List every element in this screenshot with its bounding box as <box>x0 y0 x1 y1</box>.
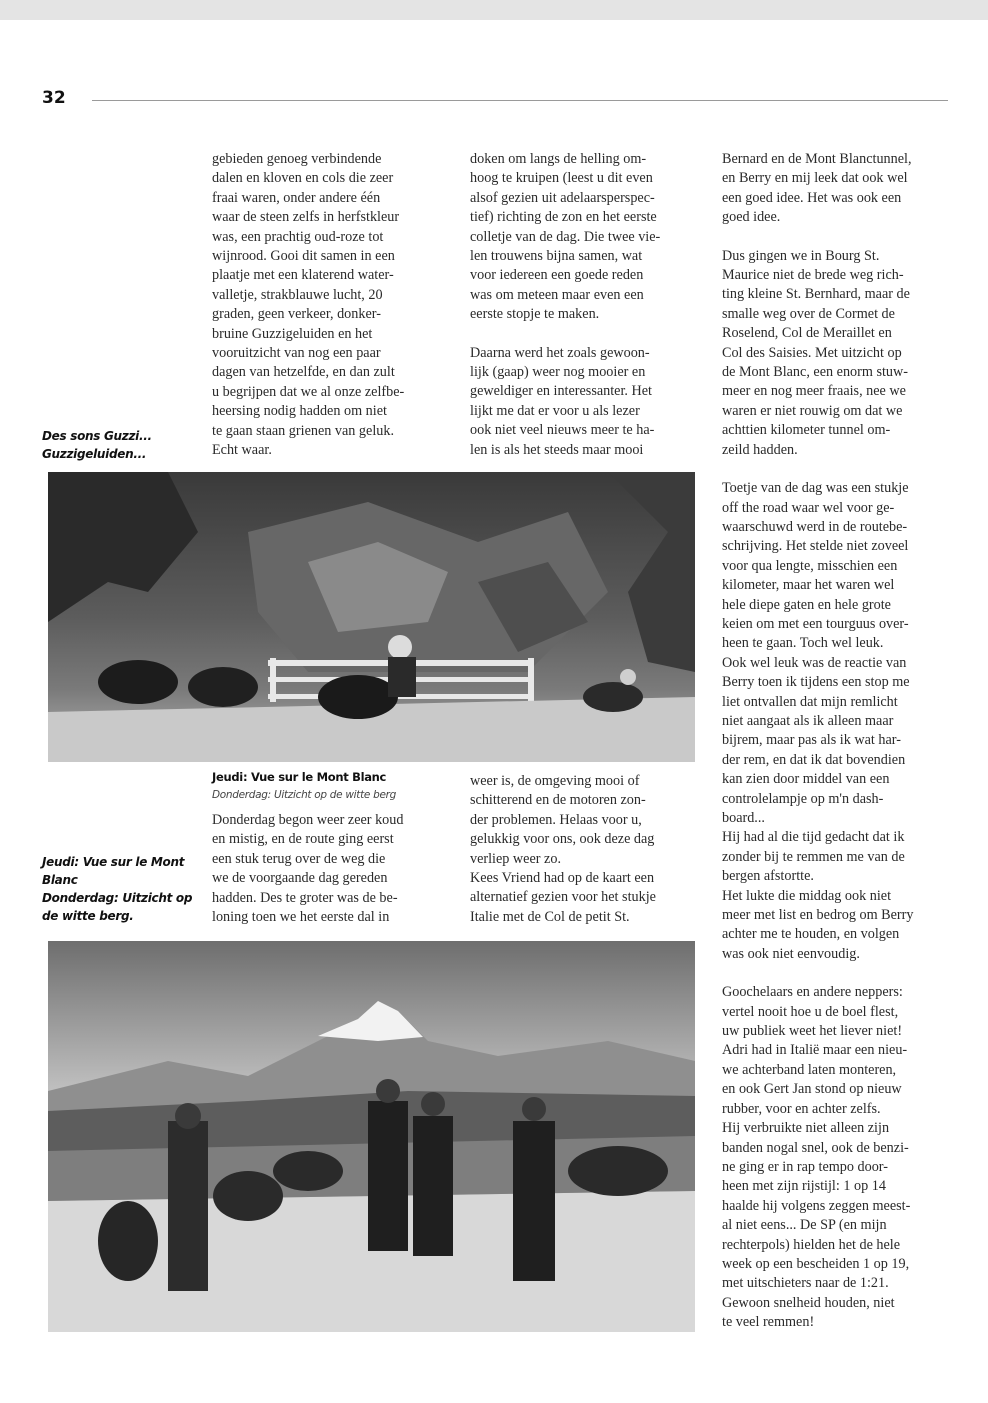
text-line: zonder bij te remmen me van de <box>722 848 905 865</box>
text-line: board... <box>722 810 765 826</box>
text-line: weer is, de omgeving mooi of <box>470 773 640 789</box>
text-line: Roselend, Col de Meraillet en <box>722 325 892 342</box>
text-line: Daarna werd het zoals gewoon- <box>470 344 650 361</box>
text-line: waren er niet rouwig om dat we <box>722 402 903 419</box>
text-line: Gewoon snelheid houden, niet <box>722 1294 895 1311</box>
paragraph <box>722 150 948 228</box>
paragraph <box>722 983 948 1332</box>
text-line: colletje van de dag. Die twee vie- <box>470 228 661 245</box>
text-line: schrijving. Het stelde niet zoveel <box>722 538 909 555</box>
text-line: hele diepe gaten en hele grote <box>722 596 891 613</box>
text-line: de Mont Blanc, een enorm stuw- <box>722 364 908 381</box>
column-2-mid <box>470 772 694 927</box>
side-caption-line: de witte berg. <box>42 909 134 923</box>
paragraph <box>470 150 694 325</box>
text-line: zeild hadden. <box>722 441 798 458</box>
text-line: doken om langs de helling om- <box>470 151 647 167</box>
text-line: en ook Gert Jan stond op nieuw <box>722 1081 902 1098</box>
text-line: meer en nog meer fraais, nee we <box>722 383 906 400</box>
text-line: rubber, voor en achter zelfs. <box>722 1100 881 1117</box>
text-line: ne ging er in rap tempo door- <box>722 1158 888 1175</box>
text-line: alternatief gezien voor het stukje <box>470 889 656 906</box>
text-line: loning toen we het eerste dal in <box>212 909 390 926</box>
paragraph <box>470 344 694 460</box>
text-line: met uitschieters naar de 1:21. <box>722 1275 889 1292</box>
text-line: vooruitzicht van nog een paar <box>212 345 381 362</box>
text-line: Hij had al die tijd gedacht dat ik <box>722 829 905 846</box>
text-line: waar de steen zelfs in herfstkleur <box>212 209 400 226</box>
text-line: heen met zijn rijstijl: 1 op 14 <box>722 1178 886 1195</box>
text-line: en Berry en mij leek dat ook wel <box>722 170 908 187</box>
column-1-mid <box>212 811 436 927</box>
side-caption-line: Blanc <box>42 873 78 887</box>
text-line: banden nogal snel, ook de benzi- <box>722 1139 909 1156</box>
text-line: ting kleine St. Bernhard, maar de <box>722 286 910 303</box>
text-line: bijrem, maar pas als ik wat har- <box>722 732 901 749</box>
text-line: goed idee. <box>722 209 781 226</box>
text-line: voor qua lengte, misschien een <box>722 557 898 574</box>
text-line: controlelampje op m'n dash- <box>722 790 884 807</box>
text-line: Echt waar. <box>212 442 272 459</box>
text-line: Toetje van de dag was een stukje <box>722 480 909 497</box>
text-line: Maurice niet de brede weg rich- <box>722 267 904 284</box>
text-line: al niet eens... De SP (en mijn <box>722 1217 887 1234</box>
text-line: uw publiek weet het liever niet! <box>722 1023 903 1040</box>
text-line: heen te gaan. Toch wel leuk. <box>722 635 884 652</box>
text-line: Adri had in Italië maar een nieu- <box>722 1042 908 1059</box>
text-line: Dus gingen we in Bourg St. <box>722 247 880 264</box>
text-line: een stuk terug over de weg die <box>212 850 386 867</box>
text-line: u begrijpen dat we al onze zelfbe- <box>212 383 405 400</box>
text-line: verliep weer zo. <box>470 850 561 867</box>
text-line: Bernard en de Mont Blanctunnel, <box>722 151 912 167</box>
text-line: keien om met een tourguus over- <box>722 615 909 632</box>
text-line: achttien kilometer tunnel om- <box>722 422 891 439</box>
text-line: heersing nodig hadden om niet <box>212 403 387 420</box>
side-caption-line: Des sons Guzzi... <box>42 429 152 443</box>
side-caption-line: Guzzigeluiden... <box>42 447 147 461</box>
text-line: alsof gezien uit adelaarsperspec- <box>470 189 655 206</box>
text-line: ook niet veel nieuws meer te ha- <box>470 422 655 439</box>
text-line: hoog te kruipen (leest u dit even <box>470 170 653 187</box>
text-line: Berry toen ik tijdens een stop me <box>722 674 910 691</box>
text-line: en mistig, en de route ging eerst <box>212 831 394 848</box>
header-rule <box>92 100 948 101</box>
paragraph <box>212 150 436 461</box>
text-line: niet aangaat als ik alleen maar <box>722 712 894 729</box>
text-line: der problemen. Helaas voor u, <box>470 811 642 828</box>
side-caption-line: Jeudi: Vue sur le Mont <box>42 855 185 869</box>
text-line: wijnrood. Gooi dit samen in een <box>212 248 395 265</box>
text-line: geweldiger en interessanter. Het <box>470 383 652 400</box>
text-line: was om meteen maar even een <box>470 286 644 303</box>
text-line: len trouwens bijna samen, wat <box>470 248 643 265</box>
text-line: rechterpols) hielden het de hele <box>722 1236 901 1253</box>
column-1-top <box>212 150 436 461</box>
text-line: te veel remmen! <box>722 1314 815 1331</box>
paragraph <box>212 811 436 927</box>
text-line: kan zien door middel van een <box>722 771 890 788</box>
scan-top-strip <box>0 0 988 20</box>
column-3 <box>722 150 948 1333</box>
text-line: Ook wel leuk was de reactie van <box>722 654 907 671</box>
text-line: gebieden genoeg verbindende <box>212 151 382 167</box>
text-line: graden, geen verkeer, donker- <box>212 306 381 323</box>
text-line: achter me te houden, en volgen <box>722 926 900 943</box>
text-line: voor iedereen een goede reden <box>470 267 644 284</box>
text-line: bruine Guzzigeluiden en het <box>212 325 373 342</box>
text-line: haalde hij volgens zeggen meest- <box>722 1197 911 1214</box>
text-line: waarschuwd werd in de routebe- <box>722 518 908 535</box>
photo-caption-title: Jeudi: Vue sur le Mont Blanc <box>212 770 387 784</box>
text-line: tief) richting de zon en het eerste <box>470 209 657 226</box>
text-line: plaatje met een klaterend water- <box>212 267 394 284</box>
photo-caption-subtitle: Donderdag: Uitzicht op de witte berg <box>212 789 397 801</box>
page-number: 32 <box>42 88 66 108</box>
text-line: lijk (gaap) weer nog mooier en <box>470 364 646 381</box>
text-line: schitterend en de motoren zon- <box>470 792 646 809</box>
text-line: liet ontvallen dat mijn remlicht <box>722 693 898 710</box>
text-line: der rem, en dat ik dat bovendien <box>722 751 906 768</box>
text-line: hadden. Des te groter was de be- <box>212 889 398 906</box>
text-line: meer met list en bedrog om Berry <box>722 907 914 924</box>
motorcycles-on-mountain-road-photo <box>48 472 695 762</box>
text-line: Italie met de Col de petit St. <box>470 908 630 925</box>
text-line: smalle weg over de Cormet de <box>722 305 895 322</box>
text-line: kilometer, maar het waren wel <box>722 577 895 594</box>
text-line: lijkt me dat er voor u als lezer <box>470 402 640 419</box>
text-line: dalen en kloven en cols die zeer <box>212 170 394 187</box>
text-line: gelukkig voor ons, ook deze dag <box>470 831 655 848</box>
column-2-top <box>470 150 694 460</box>
text-line: Goochelaars en andere neppers: <box>722 984 903 1001</box>
paragraph <box>722 247 948 460</box>
text-line: vertel nooit hoe u de boel flest, <box>722 1003 899 1020</box>
text-line: valletje, strakblauwe lucht, 20 <box>212 286 383 303</box>
paragraph <box>470 772 694 927</box>
text-line: week op een bescheiden 1 op 19, <box>722 1255 910 1272</box>
text-line: fraai waren, onder andere één <box>212 189 381 206</box>
text-line: we de voorgaande dag gereden <box>212 870 388 887</box>
text-line: eerste stopje te maken. <box>470 306 600 323</box>
text-line: we achterband laten monteren, <box>722 1061 897 1078</box>
text-line: bergen afstortte. <box>722 868 814 885</box>
text-line: len is als het steeds maar mooi <box>470 441 644 458</box>
text-line: Donderdag begon weer zeer koud <box>212 812 404 828</box>
text-line: off the road waar wel voor ge- <box>722 499 895 516</box>
side-caption-mont-blanc <box>42 853 192 925</box>
text-line: te gaan staan grienen van geluk. <box>212 422 394 439</box>
side-caption-line: Donderdag: Uitzicht op <box>42 891 193 905</box>
text-line: een goed idee. Het was ook een <box>722 189 902 206</box>
paragraph <box>722 479 948 964</box>
riders-with-mont-blanc-photo <box>48 941 695 1332</box>
text-line: was, een prachtig oud-roze tot <box>212 228 384 245</box>
text-line: was ook niet eenvoudig. <box>722 945 860 962</box>
text-line: Kees Vriend had op de kaart een <box>470 870 655 887</box>
text-line: Col des Saisies. Met uitzicht op <box>722 344 902 361</box>
text-line: dagen van hetzelfde, en dan zult <box>212 364 395 381</box>
side-caption-guzzi <box>42 427 152 463</box>
text-line: Het lukte die middag ook niet <box>722 887 892 904</box>
text-line: Hij verbruikte niet alleen zijn <box>722 1120 890 1137</box>
